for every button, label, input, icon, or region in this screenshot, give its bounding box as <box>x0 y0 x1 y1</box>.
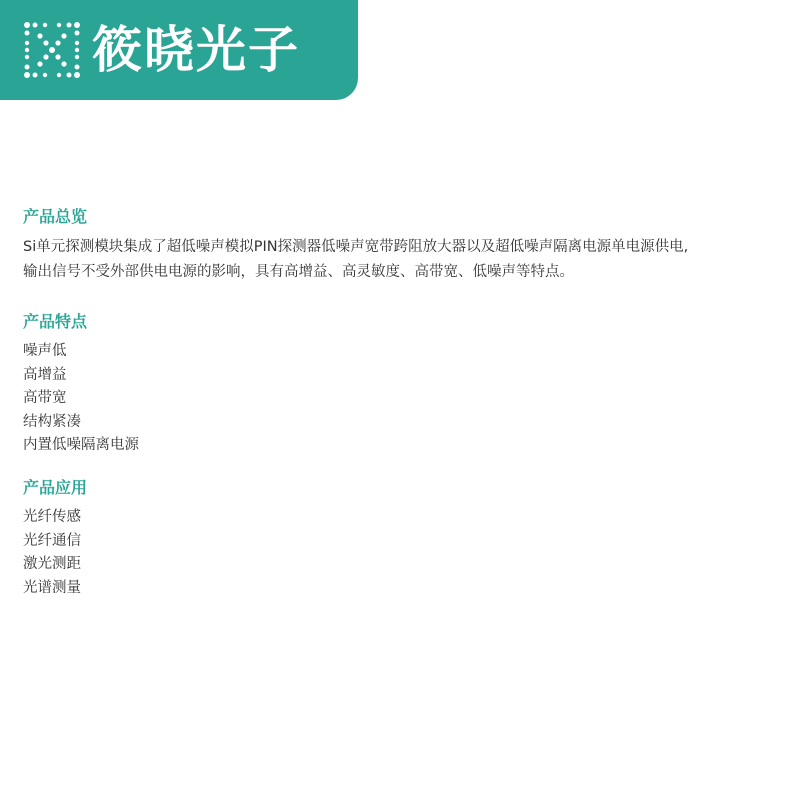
applications-title: 产品应用 <box>23 478 88 497</box>
overview-title: 产品总览 <box>23 207 88 226</box>
features-list <box>23 340 793 458</box>
overview-line-2: 输出信号不受外部供电电源的影响，具有高增益、高灵敏度、高带宽、低噪声等特点。 <box>23 264 574 280</box>
list-item: 光纤通信 <box>23 532 81 549</box>
brand-name: 筱晓光子 <box>92 21 300 79</box>
list-item: 光谱测量 <box>23 579 81 596</box>
applications-list <box>23 506 793 600</box>
list-item: 内置低噪隔离电源 <box>23 437 139 453</box>
list-item: 光纤传感 <box>23 509 81 525</box>
features-section <box>23 312 793 458</box>
list-item: 高增益 <box>23 366 67 383</box>
applications-section <box>23 478 793 600</box>
x-dots-logo-icon <box>22 20 82 80</box>
list-item: 噪声低 <box>23 343 67 359</box>
features-title: 产品特点 <box>23 312 88 331</box>
list-item: 激光测距 <box>23 556 81 572</box>
brand-banner <box>0 0 358 100</box>
overview-section <box>23 207 793 285</box>
overview-line-1: Si单元探测模块集成了超低噪声模拟PIN探测器低噪声宽带跨阻放大器以及超低噪声隔离电源单电源供电, <box>23 239 689 255</box>
list-item: 结构紧凑 <box>23 413 81 430</box>
list-item: 高带宽 <box>23 390 67 406</box>
